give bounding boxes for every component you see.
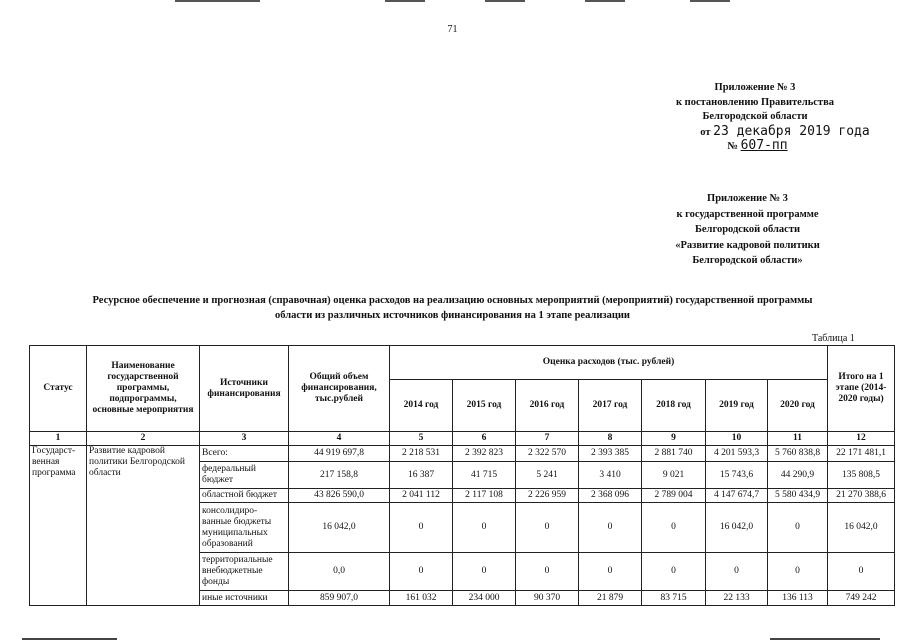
col-number: 1 (30, 432, 87, 446)
total-cell: 16 042,0 (289, 503, 390, 553)
year-cell: 2 392 823 (453, 446, 516, 462)
header-year: 2020 год (768, 380, 828, 432)
col-number: 9 (642, 432, 706, 446)
header-sources: Источники финансирования (200, 346, 289, 432)
col-number: 10 (706, 432, 768, 446)
total-cell: 859 907,0 (289, 591, 390, 606)
year-cell: 5 580 434,9 (768, 489, 828, 503)
financing-table (29, 345, 895, 606)
source-cell: иные источники (200, 591, 289, 606)
appendix-to-program (640, 191, 855, 269)
year-cell: 90 370 (516, 591, 579, 606)
year-cell: 5 760 838,8 (768, 446, 828, 462)
year-cell: 21 879 (579, 591, 642, 606)
header-year: 2016 год (516, 380, 579, 432)
year-cell: 0 (642, 503, 706, 553)
total-cell: 0,0 (289, 553, 390, 591)
year-cell: 161 032 (390, 591, 453, 606)
itogo-cell: 0 (828, 553, 895, 591)
scan-edge-line (175, 0, 260, 2)
appendix-to-resolution (640, 81, 870, 153)
year-cell: 9 021 (642, 462, 706, 489)
total-cell: 44 919 697,8 (289, 446, 390, 462)
year-cell: 2 218 531 (390, 446, 453, 462)
total-cell: 43 826 590,0 (289, 489, 390, 503)
year-cell: 0 (642, 553, 706, 591)
year-cell: 2 322 570 (516, 446, 579, 462)
col-number: 4 (289, 432, 390, 446)
scan-edge-line (690, 0, 730, 2)
handwritten-date: 23 декабря 2019 года (713, 123, 870, 139)
status-cell: Государст-венная программа (30, 446, 87, 606)
resolution-date (700, 125, 870, 139)
year-cell: 0 (768, 553, 828, 591)
appendix-line: Белгородской области» (692, 255, 803, 266)
resolution-number (645, 139, 870, 153)
col-number: 7 (516, 432, 579, 446)
col-number: 12 (828, 432, 895, 446)
appendix-line: «Развитие кадровой политики (675, 239, 820, 251)
header-status: Статус (30, 346, 87, 432)
source-cell: областной бюджет (200, 489, 289, 503)
appendix-line: к постановлению Правительства (675, 96, 835, 108)
header-row (30, 346, 895, 380)
scan-edge-line (485, 0, 525, 2)
col-number: 8 (579, 432, 642, 446)
scan-edge-line (385, 0, 425, 2)
itogo-cell: 749 242 (828, 591, 895, 606)
year-cell: 4 147 674,7 (706, 489, 768, 503)
appendix-line: Белгородской области (694, 224, 801, 235)
table-row (30, 446, 895, 462)
header-name: Наименование государственной программы, подпрограммы, основные мероприятия (87, 346, 200, 432)
appendix-title: Приложение № 3 (714, 82, 796, 93)
col-number: 6 (453, 432, 516, 446)
number-prefix: № (727, 140, 738, 152)
year-cell: 41 715 (453, 462, 516, 489)
year-cell: 16 042,0 (706, 503, 768, 553)
handwritten-number: 607-пп (740, 137, 788, 153)
date-prefix: от (700, 126, 711, 138)
appendix-title: Приложение № 3 (707, 193, 788, 204)
year-cell: 2 226 959 (516, 489, 579, 503)
year-cell: 5 241 (516, 462, 579, 489)
source-cell: территориальные внебюджетные фонды (200, 553, 289, 591)
year-cell: 83 715 (642, 591, 706, 606)
year-cell: 0 (453, 503, 516, 553)
itogo-cell: 21 270 388,6 (828, 489, 895, 503)
year-cell: 2 789 004 (642, 489, 706, 503)
year-cell: 2 041 112 (390, 489, 453, 503)
year-cell: 2 393 385 (579, 446, 642, 462)
year-cell: 2 117 108 (453, 489, 516, 503)
year-cell: 3 410 (579, 462, 642, 489)
itogo-cell: 135 808,5 (828, 462, 895, 489)
year-cell: 0 (516, 503, 579, 553)
total-cell: 217 158,8 (289, 462, 390, 489)
col-number: 2 (87, 432, 200, 446)
itogo-cell: 22 171 481,1 (828, 446, 895, 462)
year-cell: 15 743,6 (706, 462, 768, 489)
year-cell: 0 (768, 503, 828, 553)
year-cell: 136 113 (768, 591, 828, 606)
title-line: области из различных источников финансирования на 1 этапе реализации (275, 310, 630, 321)
year-cell: 234 000 (453, 591, 516, 606)
table-label: Таблица 1 (812, 333, 855, 344)
header-year: 2015 год (453, 380, 516, 432)
year-cell: 0 (579, 503, 642, 553)
header-year: 2017 год (579, 380, 642, 432)
appendix-line: к государственной программе (676, 208, 819, 220)
year-cell: 4 201 593,3 (706, 446, 768, 462)
source-cell: Всего: (200, 446, 289, 462)
year-cell: 16 387 (390, 462, 453, 489)
year-cell: 0 (390, 503, 453, 553)
appendix-line: Белгородской области (702, 111, 808, 122)
col-number: 5 (390, 432, 453, 446)
year-cell: 0 (390, 553, 453, 591)
header-estimate: Оценка расходов (тыс. рублей) (390, 346, 828, 380)
page-number: 71 (447, 24, 458, 35)
year-cell: 2 368 096 (579, 489, 642, 503)
year-cell: 0 (706, 553, 768, 591)
year-cell: 2 881 740 (642, 446, 706, 462)
year-cell: 0 (453, 553, 516, 591)
title-line: Ресурсное обеспечение и прогнозная (справочная) оценка расходов на реализацию основных мероприятий (мероприятий) государственной программы (92, 295, 813, 306)
col-number: 3 (200, 432, 289, 446)
header-year: 2018 год (642, 380, 706, 432)
header-total: Общий объем финансирования, тыс.рублей (289, 346, 390, 432)
header-year: 2019 год (706, 380, 768, 432)
source-cell: консолидиро-ванные бюджеты муниципальных образований (200, 503, 289, 553)
document-title (30, 293, 875, 323)
column-numbers-row (30, 432, 895, 446)
year-cell: 0 (579, 553, 642, 591)
col-number: 11 (768, 432, 828, 446)
year-cell: 44 290,9 (768, 462, 828, 489)
year-cell: 0 (516, 553, 579, 591)
source-cell: федеральный бюджет (200, 462, 289, 489)
header-itogo: Итого на 1 этапе (2014-2020 годы) (828, 346, 895, 432)
year-cell: 22 133 (706, 591, 768, 606)
itogo-cell: 16 042,0 (828, 503, 895, 553)
program-name-cell: Развитие кадровой политики Белгородской области (87, 446, 200, 606)
header-year: 2014 год (390, 380, 453, 432)
scan-edge-line (585, 0, 625, 2)
